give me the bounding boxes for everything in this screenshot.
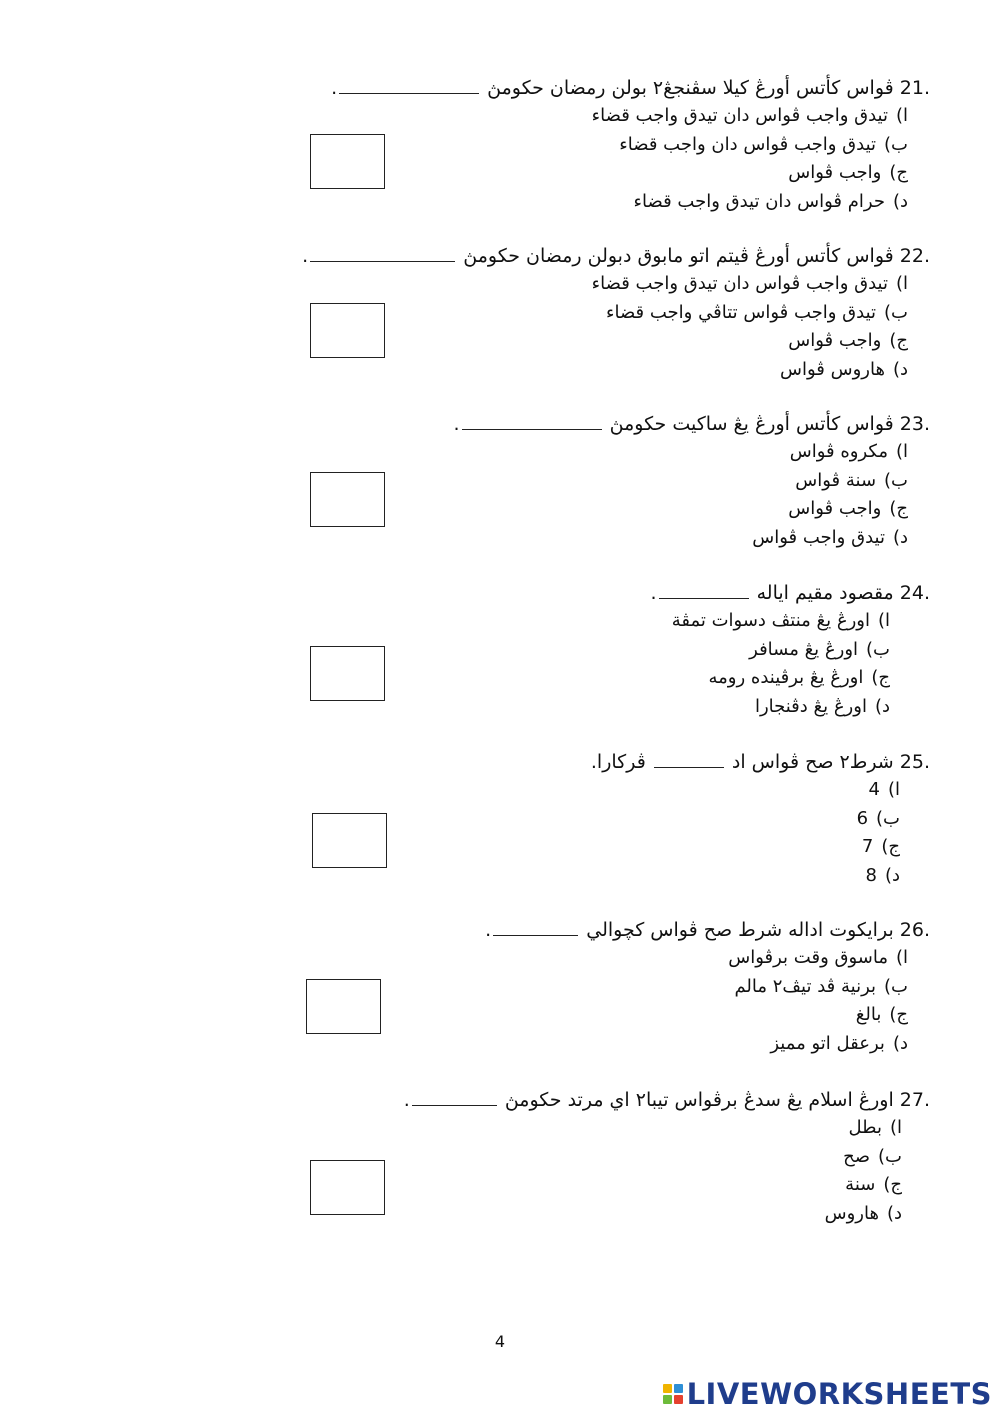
option-label: ا) xyxy=(877,610,890,631)
answer-blank xyxy=(462,413,602,430)
question-number: 24. xyxy=(899,582,930,604)
option-label: ج) xyxy=(889,162,908,183)
question-text: 27. اورڠ اسلام يڠ سدڠ برڤواس تيبا٢ اي مرتد حكومڽ . xyxy=(404,1086,930,1114)
option-label: ا) xyxy=(887,779,900,800)
option-label: ا) xyxy=(889,1117,902,1138)
option-label: ج) xyxy=(889,1004,908,1025)
option-text: تيدق واجب ڤواس دان تيدق واجب قضاء xyxy=(591,105,888,126)
option-text: اورڠ يڠ مسافر xyxy=(749,638,859,660)
option-d xyxy=(404,1200,902,1229)
question-22 xyxy=(302,242,930,384)
question-stem: ڤواس كأتس أورڠ كيلا سڤنجڠ٢ بولن رمضان حكومڽ xyxy=(487,77,894,99)
option-label: د) xyxy=(886,1202,902,1224)
option-c xyxy=(651,664,890,693)
answer-blank xyxy=(659,582,749,599)
option-text: هاروس ڤواس xyxy=(780,358,885,380)
question-26 xyxy=(485,916,930,1058)
option-label: د) xyxy=(892,526,908,548)
option-text: واجب ڤواس xyxy=(788,162,882,183)
option-text: 7 xyxy=(861,836,874,857)
option-d xyxy=(651,693,890,722)
answer-blank xyxy=(412,1089,497,1106)
answer-box-21[interactable] xyxy=(310,134,385,189)
option-label: ج) xyxy=(881,836,900,857)
option-text: اورڠ يڠ برڤينده رومه xyxy=(708,667,864,688)
option-d xyxy=(302,356,908,385)
option-label: ب) xyxy=(866,638,890,660)
option-label: د) xyxy=(892,1032,908,1054)
question-stem: مقصود مقيم اياله xyxy=(756,582,894,604)
option-text: صح xyxy=(843,1145,871,1167)
question-27 xyxy=(404,1086,930,1228)
option-c xyxy=(454,495,908,524)
option-label: ب) xyxy=(884,469,908,491)
option-label: ا) xyxy=(895,441,908,462)
answer-box-23[interactable] xyxy=(310,472,385,527)
option-a xyxy=(651,607,890,636)
option-a xyxy=(302,270,908,299)
question-text xyxy=(591,748,930,776)
options-list xyxy=(591,776,900,890)
answer-box-25[interactable] xyxy=(312,813,387,868)
option-label: ج) xyxy=(871,667,890,688)
option-label: ا) xyxy=(895,105,908,126)
option-label: د) xyxy=(884,864,900,886)
question-number: 27. xyxy=(899,1089,930,1111)
question-25 xyxy=(591,748,930,890)
option-c xyxy=(302,327,908,356)
option-c xyxy=(331,159,908,188)
option-d xyxy=(485,1030,908,1059)
option-text: اورڠ يڠ منتڤ دسوات تمڤة xyxy=(671,610,870,631)
option-text: 8 xyxy=(865,864,877,886)
option-text: 4 xyxy=(868,779,880,800)
question-21 xyxy=(331,74,930,216)
answer-box-24[interactable] xyxy=(310,646,385,701)
option-text: هاروس xyxy=(824,1202,879,1224)
question-stem: ڤواس كأتس أورڠ ڤيتم اتو مابوق دبولن رمضان حكومڽ xyxy=(463,245,894,267)
question-number: 22. xyxy=(899,245,930,267)
option-label: ب) xyxy=(884,975,908,997)
option-b xyxy=(485,973,908,1002)
option-label: د) xyxy=(874,695,890,717)
option-b xyxy=(591,805,900,834)
answer-box-26[interactable] xyxy=(306,979,381,1034)
option-c xyxy=(591,833,900,862)
option-text: حرام ڤواس دان تيدق واجب قضاء xyxy=(633,190,885,212)
question-24 xyxy=(651,579,930,721)
question-number: 25. xyxy=(899,751,930,773)
option-b xyxy=(404,1143,902,1172)
question-stem: ڤواس كأتس أورڠ يڠ ساكيت حكومڽ xyxy=(609,413,894,435)
option-a xyxy=(591,776,900,805)
option-b xyxy=(651,636,890,665)
option-text: سنة ڤواس xyxy=(795,469,877,491)
answer-box-22[interactable] xyxy=(310,303,385,358)
question-stem: اورڠ اسلام يڠ سدڠ برڤواس تيبا٢ اي مرتد حكومڽ xyxy=(504,1089,894,1111)
option-label: ج) xyxy=(889,498,908,519)
option-text: اورڠ يڠ دڤنجارا xyxy=(754,695,867,717)
option-label: د) xyxy=(892,190,908,212)
options-list xyxy=(331,102,908,216)
option-text: ماسوق وقت برڤواس xyxy=(728,947,888,968)
option-b xyxy=(302,299,908,328)
option-label: ب) xyxy=(876,807,900,829)
answer-blank xyxy=(493,919,578,936)
question-stem-end: ڤركارا. xyxy=(590,751,646,773)
option-label: ب) xyxy=(884,133,908,155)
option-text: بالغ xyxy=(855,1004,882,1025)
option-text: تيدق واجب ڤواس xyxy=(752,526,885,548)
option-text: بطل xyxy=(848,1117,882,1138)
options-list xyxy=(485,944,908,1058)
answer-box-27[interactable] xyxy=(310,1160,385,1215)
question-text: 23. ڤواس كأتس أورڠ يڠ ساكيت حكومڽ . xyxy=(454,410,930,438)
question-text: 21. ڤواس كأتس أورڠ كيلا سڤنجڠ٢ بولن رمضان حكومڽ . xyxy=(331,74,930,102)
option-label: ب) xyxy=(878,1145,902,1167)
option-b xyxy=(331,131,908,160)
option-c xyxy=(404,1171,902,1200)
option-d xyxy=(454,524,908,553)
question-text: 24. مقصود مقيم اياله . xyxy=(651,579,930,607)
option-a xyxy=(485,944,908,973)
option-label: ا) xyxy=(895,947,908,968)
question-text: 22. ڤواس كأتس أورڠ ڤيتم اتو مابوق دبولن رمضان حكومڽ . xyxy=(302,242,930,270)
question-stem: برايكوت اداله شرط صح ڤواس كچوالي xyxy=(586,919,894,941)
question-23 xyxy=(454,410,930,552)
option-text: 6 xyxy=(856,807,869,829)
answer-blank xyxy=(339,77,479,94)
question-number: 26. xyxy=(899,919,930,941)
question-stem: شرط٢ صح ڤواس اد xyxy=(731,751,894,773)
brand-name: LIVEWORKSHEETS xyxy=(686,1377,992,1411)
option-text: مكروه ڤواس xyxy=(789,441,888,462)
options-list xyxy=(302,270,908,384)
option-c xyxy=(485,1001,908,1030)
option-text: برنية ڤد تيڤ٢ مالم xyxy=(734,975,877,997)
option-text: سنة xyxy=(845,1174,876,1195)
liveworksheets-logo xyxy=(663,1378,992,1410)
answer-blank xyxy=(310,245,455,262)
option-b xyxy=(454,467,908,496)
option-a xyxy=(454,438,908,467)
page-number: 4 xyxy=(494,1332,506,1351)
question-text: 26. برايكوت اداله شرط صح ڤواس كچوالي . xyxy=(485,916,930,944)
options-list xyxy=(404,1114,902,1228)
question-number: 23. xyxy=(899,413,930,435)
options-list xyxy=(454,438,908,552)
option-d xyxy=(331,188,908,217)
option-text: واجب ڤواس xyxy=(788,498,882,519)
option-a xyxy=(404,1114,902,1143)
option-text: تيدق واجب ڤواس دان واجب قضاء xyxy=(619,133,877,155)
option-label: ا) xyxy=(895,273,908,294)
question-number: 21. xyxy=(899,77,930,99)
option-label: ج) xyxy=(889,330,908,351)
option-text: واجب ڤواس xyxy=(788,330,882,351)
logo-tiles-icon xyxy=(663,1384,683,1404)
option-label: ب) xyxy=(884,301,908,323)
answer-blank xyxy=(654,751,724,768)
option-a xyxy=(331,102,908,131)
option-label: د) xyxy=(892,358,908,380)
option-d xyxy=(591,862,900,891)
option-label: ج) xyxy=(883,1174,902,1195)
option-text: تيدق واجب ڤواس دان تيدق واجب قضاء xyxy=(591,273,888,294)
options-list xyxy=(651,607,890,721)
option-text: برعقل اتو مميز xyxy=(770,1032,885,1054)
option-text: تيدق واجب ڤواس تتاڤي واجب قضاء xyxy=(606,301,877,323)
